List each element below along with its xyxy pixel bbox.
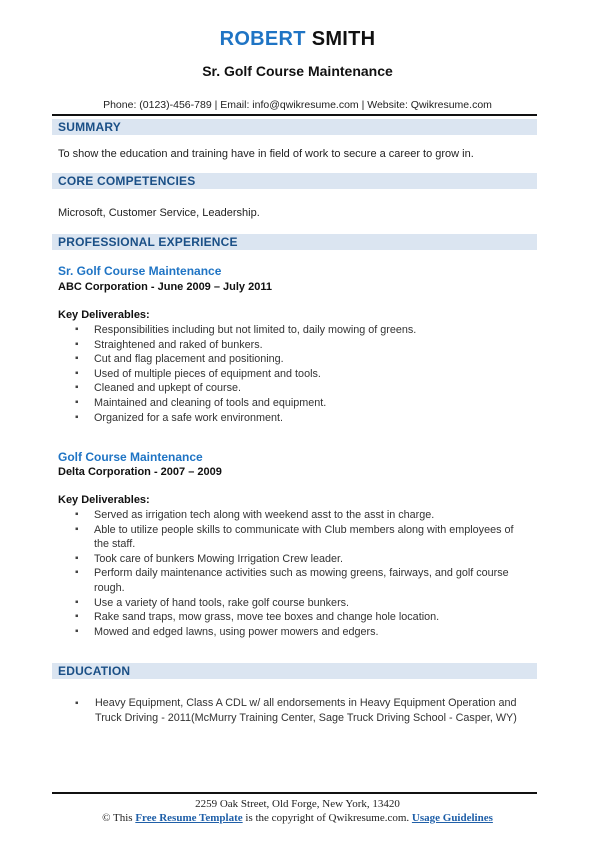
usage-guidelines-link[interactable]: Usage Guidelines — [411, 812, 493, 824]
job-title: Golf Course Maintenance — [58, 450, 203, 464]
first-name: ROBERT — [219, 28, 306, 50]
education-heading: EDUCATION — [52, 663, 537, 679]
list-item: ▪ Able to utilize people skills to communicate with Club members along with employees of the staff. — [58, 523, 528, 552]
deliverables-list — [58, 508, 528, 639]
list-item: ▪ Straightened and raked of bunkers. — [58, 338, 528, 353]
list-item: ▪ Served as irrigation tech along with weekend asst to the asst in charge. — [58, 508, 528, 523]
footer-address: 2259 Oak Street, Old Forge, New York, 13420 — [195, 798, 400, 810]
job-company: Delta Corporation - 2007 – 2009 — [58, 466, 222, 478]
list-item: ▪ Organized for a safe work environment. — [58, 411, 528, 426]
key-deliverables-label: Key Deliverables: — [58, 494, 150, 506]
headline: Sr. Golf Course Maintenance — [202, 63, 393, 79]
contact-info: Phone: (0123)-456-789 | Email: info@qwikresume.com | Website: Qwikresume.com — [103, 99, 492, 111]
deliverables-list — [58, 323, 528, 425]
list-item: ▪ Perform daily maintenance activities such as mowing greens, fairways, and golf course rough. — [58, 566, 528, 595]
competencies-text: Microsoft, Customer Service, Leadership. — [58, 207, 260, 219]
list-item: ▪ Rake sand traps, mow grass, move tee boxes and change hole location. — [58, 610, 528, 625]
last-name: SMITH — [311, 28, 376, 50]
job-company: ABC Corporation - June 2009 – July 2011 — [58, 281, 272, 293]
copyright-prefix: © This — [102, 812, 133, 824]
list-item: ▪ Responsibilities including but not limited to, daily mowing of greens. — [58, 323, 528, 338]
summary-text: To show the education and training have in field of work to secure a career to grow in. — [58, 148, 474, 160]
key-deliverables-label: Key Deliverables: — [58, 309, 150, 321]
bullet-icon: ▪ — [75, 698, 79, 709]
header-divider — [52, 114, 537, 116]
list-item: ▪ Cut and flag placement and positioning. — [58, 352, 528, 367]
footer-copyright — [0, 812, 595, 824]
education-text: Heavy Equipment, Class A CDL w/ all endorsements in Heavy Equipment Operation and Truck Driving - 2011(McMurry Training Center, Sage Truck Driving School - Casper, WY) — [95, 697, 517, 724]
list-item: ▪ Use a variety of hand tools, rake golf course bunkers. — [58, 596, 528, 611]
list-item: ▪ Maintained and cleaning of tools and equipment. — [58, 396, 528, 411]
list-item: ▪ Used of multiple pieces of equipment and tools. — [58, 367, 528, 382]
list-item: ▪ Cleaned and upkept of course. — [58, 381, 528, 396]
education-entry — [58, 696, 532, 726]
job-title: Sr. Golf Course Maintenance — [58, 264, 222, 278]
experience-heading: PROFESSIONAL EXPERIENCE — [52, 234, 537, 250]
copyright-middle: is the copyright of Qwikresume.com. — [245, 812, 410, 824]
summary-heading: SUMMARY — [52, 119, 537, 135]
candidate-name — [0, 28, 595, 51]
competencies-heading: CORE COMPETENCIES — [52, 173, 537, 189]
free-resume-template-link[interactable]: Free Resume Template — [135, 812, 243, 824]
footer-divider — [52, 792, 537, 794]
list-item: ▪ Mowed and edged lawns, using power mowers and edgers. — [58, 625, 528, 640]
list-item: ▪ Took care of bunkers Mowing Irrigation Crew leader. — [58, 552, 528, 567]
